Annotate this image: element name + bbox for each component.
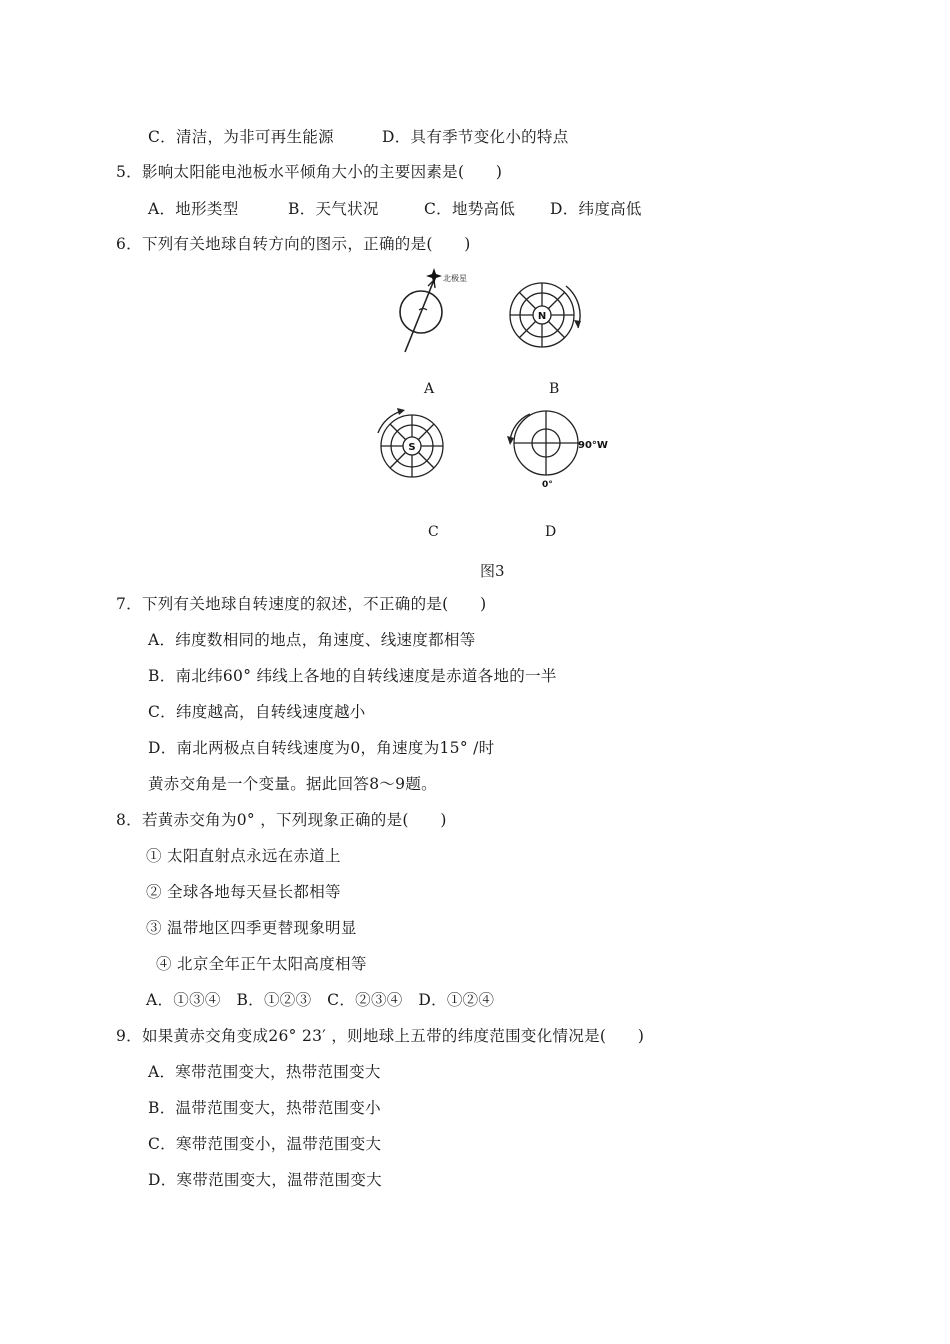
q5-option-d: D．纬度高低 [550,200,642,218]
q4-option-d: D．具有季节变化小的特点 [382,128,569,146]
figure-label-d: D [545,524,557,540]
q5-option-c: C．地势高低 [424,200,516,218]
figure-label-b: B [549,381,560,397]
q7-option-c: C．纬度越高，自转线速度越小 [148,703,366,721]
q9-option-d: D．寒带范围变大，温带范围变大 [148,1171,382,1189]
north-label: N [537,311,547,322]
q5-option-b: B．天气状况 [288,200,379,218]
q8-item-4: ④ 北京全年正午太阳高度相等 [156,955,367,973]
figure-d-longitude-diagram [500,405,620,495]
q9-option-a: A．寒带范围变大，热带范围变大 [148,1063,381,1081]
longitude-90w-label: 90°W [578,440,608,451]
south-label: S [408,442,416,453]
q8-item-2: ② 全球各地每天昼长都相等 [146,883,341,901]
polaris-label: 北极星 [443,274,467,283]
q9-option-c: C．寒带范围变小，温带范围变大 [148,1135,382,1153]
q8-item-1: ① 太阳直射点永远在赤道上 [146,847,341,865]
q9-option-b: B．温带范围变大，热带范围变小 [148,1099,381,1117]
figure-a-axis-diagram [385,262,480,357]
q5-stem: 5．影响太阳能电池板水平倾角大小的主要因素是( ) [116,163,503,181]
figure-caption: 图3 [480,562,505,580]
q7-stem: 7．下列有关地球自转速度的叙述，不正确的是( ) [116,595,487,613]
q6-stem: 6．下列有关地球自转方向的图示，正确的是( ) [116,235,471,253]
longitude-0-label: 0° [542,480,553,490]
q7-option-a: A．纬度数相同的地点，角速度、线速度都相等 [148,631,476,649]
q8-stem: 8．若黄赤交角为0° ，下列现象正确的是( ) [116,811,447,829]
figure-label-c: C [428,524,439,540]
q7-option-b: B．南北纬60° 纬线上各地的自转线速度是赤道各地的一半 [148,667,557,685]
q8-choices: A．①③④ B．①②③ C．②③④ D．①②④ [146,991,495,1009]
figure-label-a: A [424,381,435,397]
questions-8-9-intro: 黄赤交角是一个变量。据此回答8～9题。 [148,775,437,793]
figure-c-south-pole-diagram [372,405,452,485]
q5-option-a: A．地形类型 [148,200,239,218]
figure-b-north-pole-diagram [500,270,590,360]
q4-option-c: C．清洁，为非可再生能源 [148,128,334,146]
q9-stem: 9．如果黄赤交角变成26° 23′ ，则地球上五带的纬度范围变化情况是( ) [116,1027,645,1045]
q7-option-d: D．南北两极点自转线速度为0，角速度为15° /时 [148,739,495,757]
q8-item-3: ③ 温带地区四季更替现象明显 [146,919,357,937]
